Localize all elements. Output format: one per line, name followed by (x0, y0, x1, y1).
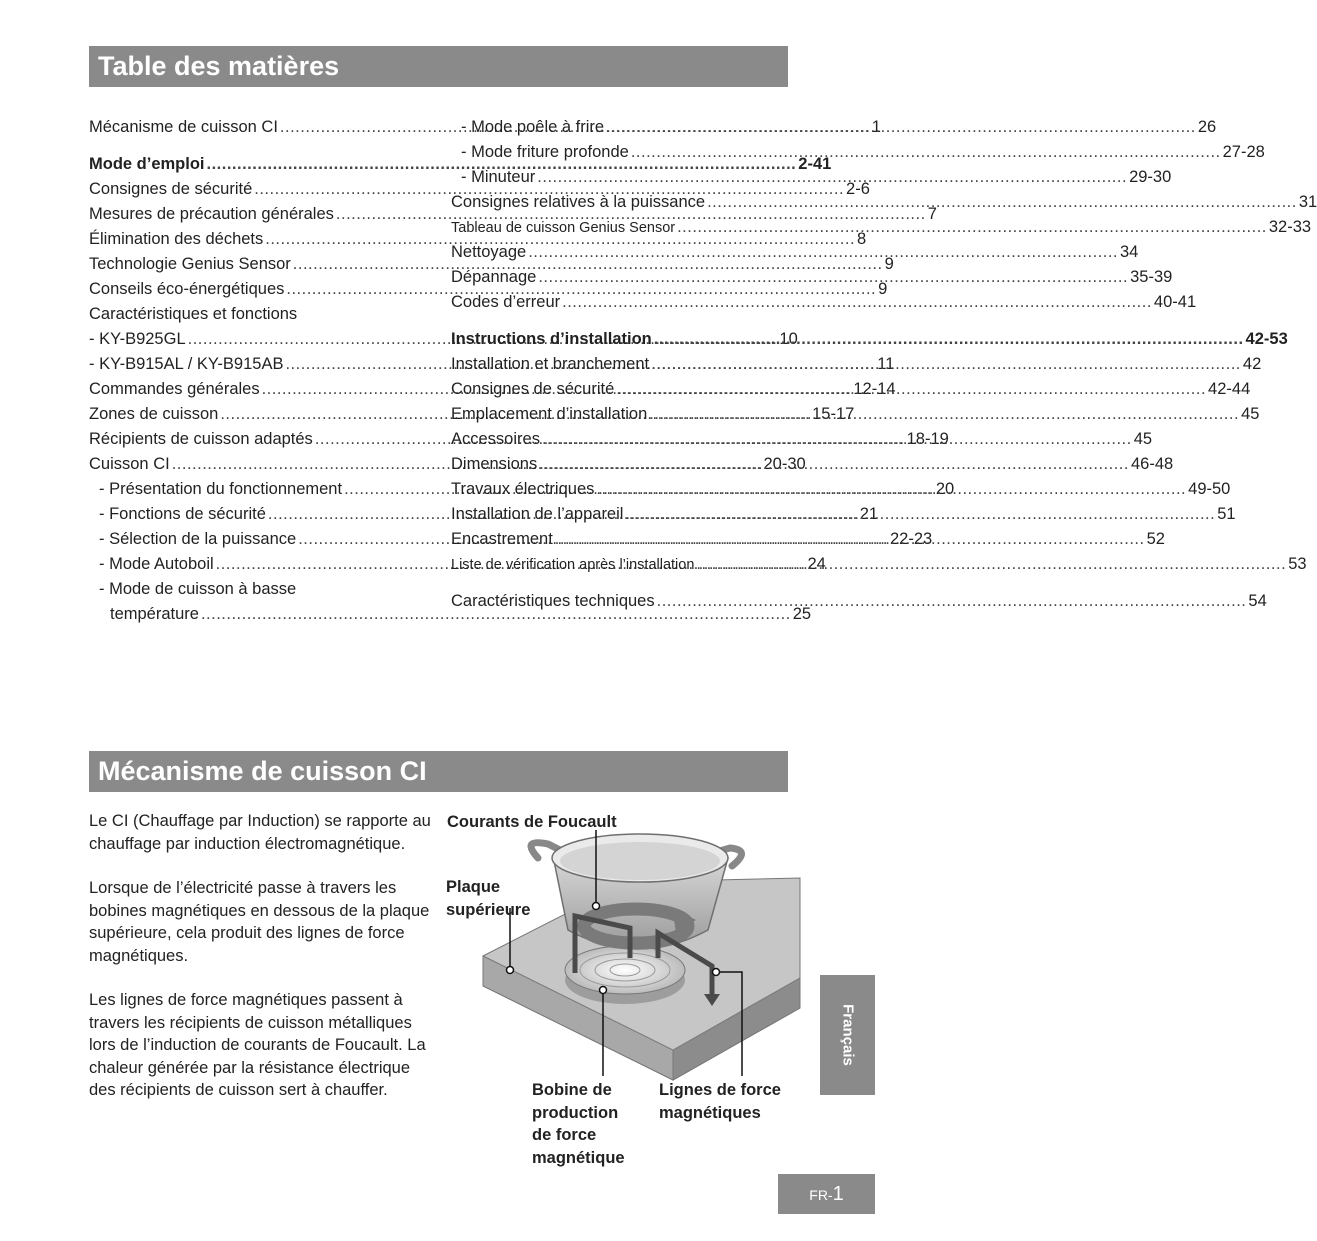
toc-entry-title: - Mode friture profonde (461, 143, 629, 161)
toc-entry-title: Consignes de sécurité (451, 380, 615, 398)
toc-leader-dots (537, 165, 1127, 190)
toc-entry-title: - Sélection de la puissance (99, 530, 297, 548)
toc-entry-title: Récipients de cuisson adaptés (89, 430, 313, 448)
mechanism-description (89, 810, 439, 1124)
toc-leader-dots (555, 527, 1145, 552)
toc-entry-title: - KY-B915AL / KY-B915AB (89, 355, 284, 373)
top-plate-label: Plaque supérieure (446, 878, 531, 919)
toc-leader-dots (649, 402, 1239, 427)
toc-entry-title: - Minuteur (461, 168, 536, 186)
toc-entry-page: 25 (792, 605, 812, 623)
coil-label: Bobine de production de force magnétique (532, 1081, 625, 1167)
toc-entry-page: 42-53 (1245, 330, 1288, 348)
toc-section-header: Table des matières (89, 46, 788, 87)
toc-entry (451, 115, 1217, 140)
toc-entry-page: 11 (877, 355, 895, 373)
toc-entry-title: Consignes de sécurité (89, 180, 253, 198)
toc-entry-title: - Fonctions de sécurité (99, 505, 266, 523)
toc-entry-page: 45 (1133, 430, 1153, 448)
toc-entry-page: 20-30 (763, 455, 806, 473)
toc-entry-page: 8 (857, 230, 867, 248)
toc-entry-title: Liste de vérification après l’installation (451, 557, 695, 573)
toc-entry-page: 26 (1197, 118, 1217, 136)
toc-entry-page: 46-48 (1130, 455, 1174, 473)
toc-entry-page: 54 (1248, 592, 1267, 610)
toc-leader-dots (631, 140, 1221, 165)
toc-entry-title: Consignes relatives à la puissance (451, 193, 706, 211)
toc-entry-title: - Mode poêle à frire (461, 118, 605, 136)
toc-leader-dots (596, 477, 1186, 502)
toc-entry (451, 290, 1197, 315)
toc-entry-title: Dépannage (451, 268, 537, 286)
toc-entry-page: 20 (935, 480, 955, 498)
toc-entry-title: Installation de l’appareil (451, 505, 624, 523)
toc-entry-page: 18-19 (906, 430, 949, 448)
toc-entry-page: 34 (1120, 243, 1139, 261)
page-number: 1 (832, 1183, 844, 1205)
toc-entry-title: Dimensions (451, 455, 538, 473)
toc-entry-title: - Mode de cuisson à basse (99, 580, 297, 598)
eddy-current-label: Courants de Foucault (447, 813, 617, 831)
toc-entry-title: Conseils éco-énergétiques (89, 280, 285, 298)
toc-entry (89, 602, 812, 627)
page-prefix: FR- (809, 1187, 833, 1203)
toc-entry-title: Travaux électriques (451, 480, 595, 498)
toc-entry (451, 240, 1139, 265)
mechanism-paragraph: Les lignes de force magnétiques passent à travers les récipients de cuisson métalliques lors de l’induction de courants de Foucault. La chaleur générée par la résistance électrique des récipients de cuisson sert à chauffer. (89, 991, 426, 1099)
toc-entry-page: 9 (884, 255, 894, 273)
toc-leader-dots (657, 589, 1247, 614)
toc-entry-page: 12-14 (853, 380, 896, 398)
mechanism-paragraph: Le CI (Chauffage par Induction) se rapporte au chauffage par induction électromagnétique. (89, 812, 431, 853)
toc-leader-dots (562, 290, 1152, 315)
toc-entry-page: 45 (1241, 405, 1260, 423)
toc-entry-title: Tableau de cuisson Genius Sensor (451, 220, 676, 236)
toc-entry-page: 24 (807, 555, 826, 573)
toc-entry-page: 53 (1288, 555, 1307, 573)
mechanism-paragraph: Lorsque de l’électricité passe à travers les bobines magnétiques en dessous de la plaque supérieure, cela produit des lignes de force magnétiques. (89, 879, 430, 965)
toc-entry-page: 2-6 (846, 180, 870, 198)
toc-entry-title: - Mode Autoboil (99, 555, 214, 573)
toc-entry-page: 51 (1217, 505, 1236, 523)
toc-leader-dots (539, 452, 1129, 477)
language-tab (820, 975, 875, 1095)
toc-entry (89, 302, 419, 327)
toc-entry-page: 2-41 (798, 155, 832, 173)
toc-entry (451, 215, 1312, 240)
toc-leader-dots (528, 240, 1118, 265)
toc-entry-title: Caractéristiques et fonctions (89, 305, 298, 323)
toc-leader-dots (538, 265, 1128, 290)
toc-entry-page: 31 (1298, 193, 1317, 211)
toc-entry-title: Codes d’erreur (451, 293, 561, 311)
toc-leader-dots (606, 115, 1196, 140)
toc-entry (89, 577, 419, 602)
toc-leader-dots (677, 215, 1267, 240)
toc-entry-title: - KY-B925GL (89, 330, 186, 348)
toc-entry-title: Mode d’emploi (89, 155, 205, 173)
toc-leader-dots (625, 502, 1215, 527)
toc-entry-page: 32-33 (1268, 218, 1312, 236)
toc-leader-dots (696, 552, 1286, 577)
toc-entry (451, 190, 1317, 215)
toc-entry-title: Accessoires (451, 430, 540, 448)
toc-entry-page: 15-17 (812, 405, 855, 423)
page-number-badge (778, 1174, 875, 1214)
toc-entry-title: Encastrement (451, 530, 553, 548)
toc-entry-page: 27-28 (1222, 143, 1265, 161)
toc-entry-page: 49-50 (1188, 480, 1231, 498)
toc-entry-title: Technologie Genius Sensor (89, 255, 291, 273)
toc-entry-page: 9 (878, 280, 888, 298)
toc-entry-page: 40-41 (1153, 293, 1197, 311)
toc-entry-title: Emplacement d’installation (451, 405, 648, 423)
toc-entry-title: Commandes générales (89, 380, 260, 398)
toc-entry (451, 265, 1173, 290)
toc-leader-dots (542, 427, 1132, 452)
induction-coil-shape (565, 946, 685, 1004)
toc-entry-title: Zones de cuisson (89, 405, 219, 423)
toc-entry-title: Cuisson CI (89, 455, 170, 473)
toc-entry-title: Instructions d’installation (451, 330, 652, 348)
toc-leader-dots (707, 190, 1297, 215)
toc-entry-page: 22-23 (889, 530, 933, 548)
toc-entry-title: Élimination des déchets (89, 230, 264, 248)
toc-entry-title: température (110, 605, 199, 623)
toc-entry-title: Mesures de précaution générales (89, 205, 334, 223)
toc-entry-title: Nettoyage (451, 243, 527, 261)
toc-entry-page: 7 (927, 205, 937, 223)
toc-entry-page: 35-39 (1130, 268, 1173, 286)
toc-leader-dots (654, 327, 1244, 352)
toc-entry-page: 42 (1242, 355, 1262, 373)
language-label: Français (839, 1004, 856, 1066)
toc-entry-title: - Présentation du fonctionnement (99, 480, 343, 498)
toc-entry-title: Caractéristiques techniques (451, 592, 655, 610)
toc-entry-page: 52 (1146, 530, 1165, 548)
toc-entry-page: 10 (779, 330, 798, 348)
toc-entry-page: 1 (871, 118, 881, 136)
toc-leader-dots (616, 377, 1206, 402)
toc-entry-page: 21 (859, 505, 879, 523)
toc-entry-page: 29-30 (1129, 168, 1172, 186)
toc-entry-title: Installation et branchement (451, 355, 650, 373)
toc-leader-dots (651, 352, 1241, 377)
toc-entry-title: Mécanisme de cuisson CI (89, 118, 278, 136)
toc-entry-page: 42-44 (1208, 380, 1251, 398)
field-lines-label: Lignes de force magnétiques (659, 1081, 781, 1122)
mechanism-section-header: Mécanisme de cuisson CI (89, 751, 788, 792)
